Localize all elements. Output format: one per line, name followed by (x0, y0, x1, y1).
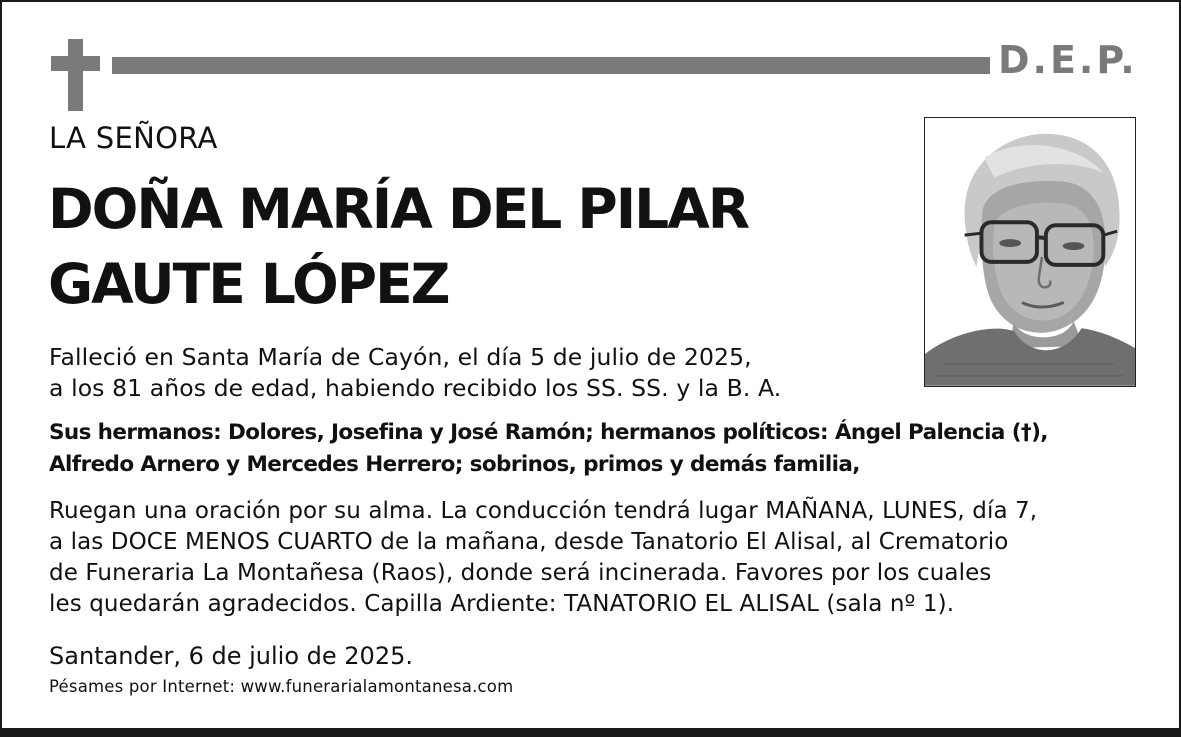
family-list (49, 417, 1048, 481)
web-condolences: Pésames por Internet: www.funerarialamontanesa.com (49, 677, 514, 696)
ceremony-details (49, 496, 1037, 620)
title-label: LA SEÑORA (49, 121, 218, 155)
family-line: Sus hermanos: Dolores, Josefina y José Ramón; hermanos políticos: Ángel Palencia (†), (49, 420, 1048, 445)
death-details (49, 342, 781, 404)
portrait-photo (924, 117, 1136, 387)
death-line: Falleció en Santa María de Cayón, el día 5 de julio de 2025, (49, 343, 752, 371)
place-date: Santander, 6 de julio de 2025. (49, 642, 413, 670)
death-line: a los 81 años de edad, habiendo recibido los SS. SS. y la B. A. (49, 374, 782, 402)
ceremony-line: a las DOCE MENOS CUARTO de la mañana, desde Tanatorio El Alisal, al Crematorio (49, 529, 1009, 555)
name-line-1: DOÑA MARÍA DEL PILAR (48, 177, 749, 241)
deceased-name (48, 172, 748, 322)
dep-label: D.E.P. (998, 38, 1138, 82)
name-line-2: GAUTE LÓPEZ (48, 252, 449, 316)
family-line: Alfredo Arnero y Mercedes Herrero; sobrinos, primos y demás familia, (49, 452, 860, 477)
ceremony-line: les quedarán agradecidos. Capilla Ardiente: TANATORIO EL ALISAL (sala nº 1). (49, 591, 955, 617)
ceremony-line: de Funeraria La Montañesa (Raos), donde será incinerada. Favores por los cuales (49, 560, 992, 586)
header-rule (112, 57, 990, 74)
ceremony-line: Ruegan una oración por su alma. La conducción tendrá lugar MAÑANA, LUNES, día 7, (49, 498, 1038, 524)
cross-icon (51, 39, 100, 111)
